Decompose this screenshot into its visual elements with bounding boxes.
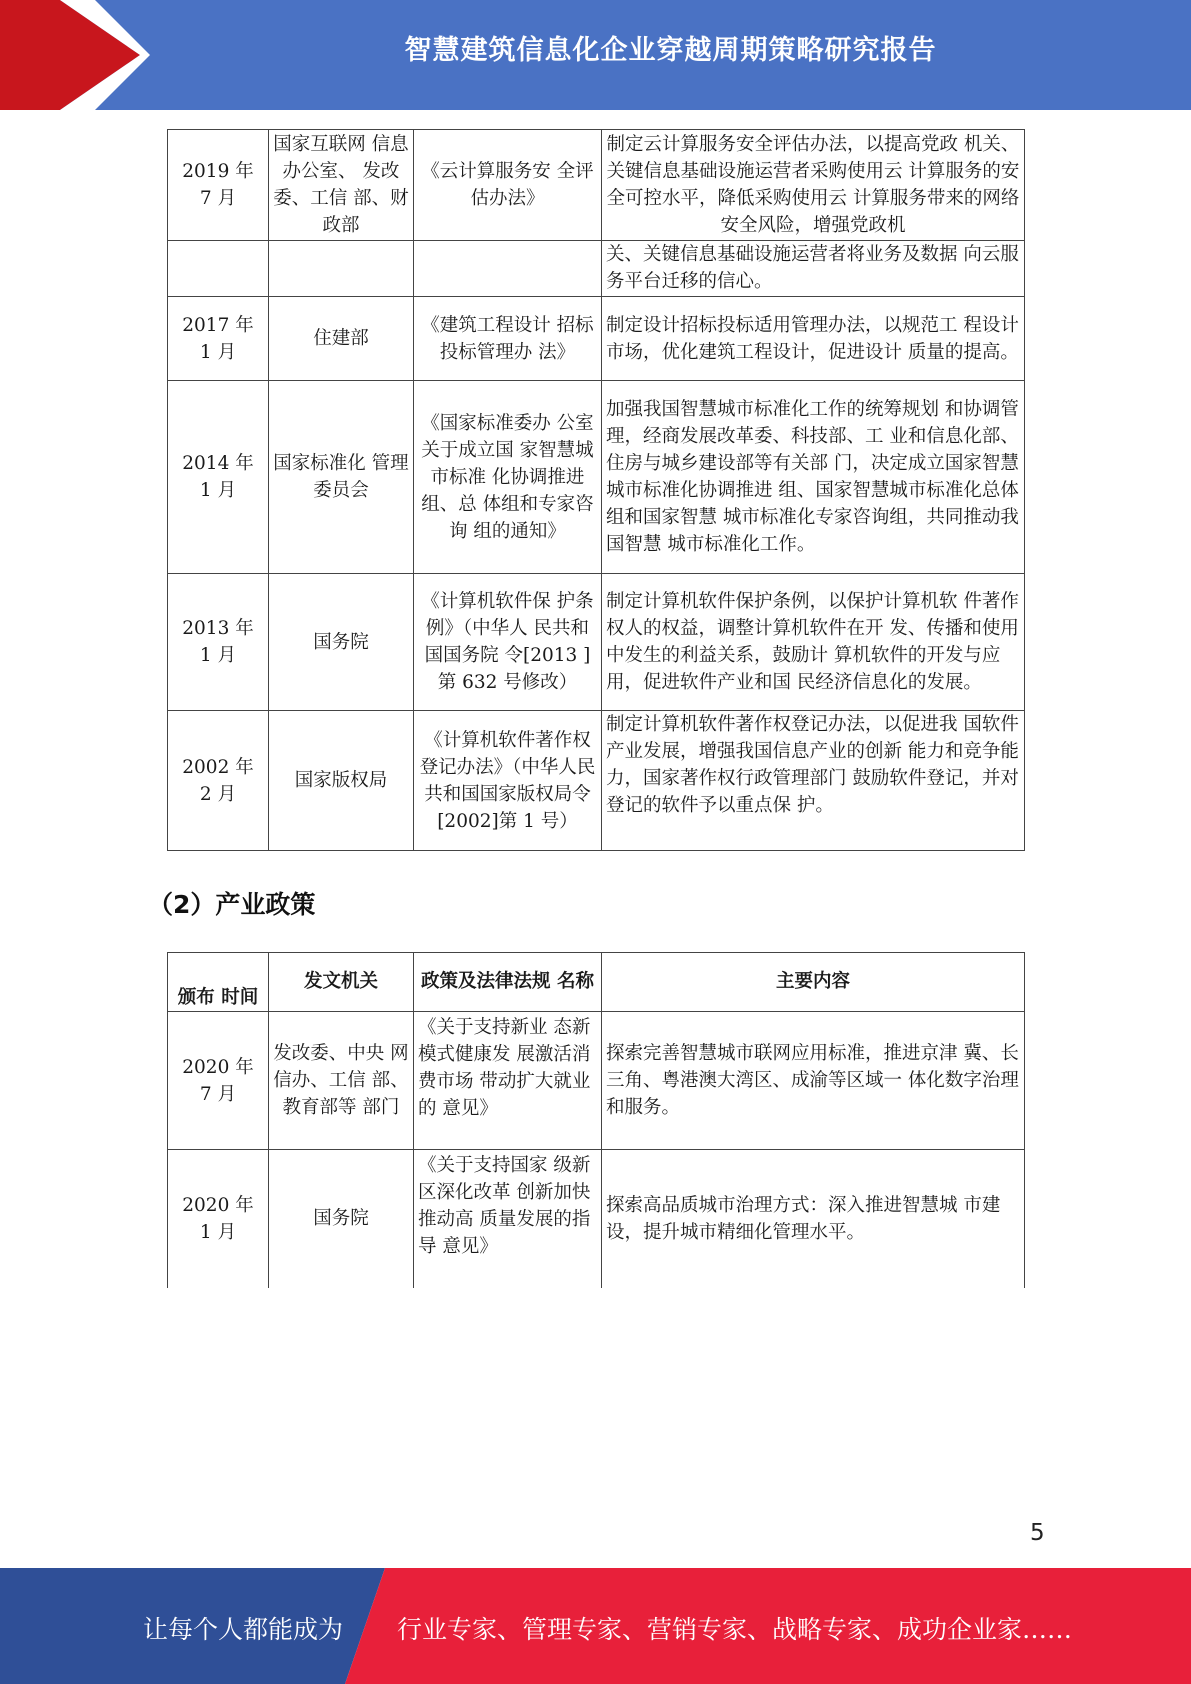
report-title: 智慧建筑信息化企业穿越周期策略研究报告	[404, 35, 937, 66]
cell-content: 制定计算机软件保护条例，以保护计算机软 件著作权人的权益，调整计算机软件在开 发、传播和使用中发生的利益关系，鼓励计 算机软件的开发与应用，促进软件产业和国 民经济信息化的发展。	[602, 574, 1025, 711]
cell-agency: 国家互联网 信息办公室、 发改委、工信 部、财政部	[269, 130, 414, 241]
header-content: 主要内容	[602, 953, 1025, 1012]
cell-date: 2019 年 7 月	[168, 130, 269, 241]
table-row	[168, 381, 1025, 574]
cell-agency: 国务院	[269, 574, 414, 711]
table-row	[168, 241, 1025, 297]
cell-date: 2020 年 7 月	[168, 1012, 269, 1150]
cell-policy	[414, 241, 602, 297]
table-row	[168, 130, 1025, 241]
cell-agency	[269, 241, 414, 297]
header-date: 颁布 时间	[168, 953, 269, 1012]
cell-content: 制定计算机软件著作权登记办法，以促进我 国软件产业发展，增强我国信息产业的创新 能力和竞争能力，国家著作权行政管理部门 鼓励软件登记，并对登记的软件予以重点保 护。	[602, 711, 1025, 851]
cell-policy: 《计算机软件著作权登记办法》（中华人民共和国国家版权局令[2002]第 1 号）	[414, 711, 602, 851]
cell-date: 2017 年 1 月	[168, 297, 269, 381]
cell-agency: 国家标准化 管理委员会	[269, 381, 414, 574]
cell-content: 制定设计招标投标适用管理办法，以规范工 程设计市场，优化建筑工程设计，促进设计 质量的提高。	[602, 297, 1025, 381]
cell-date: 2002 年 2 月	[168, 711, 269, 851]
page-number: 5	[1030, 1520, 1045, 1546]
policy-table-1	[167, 129, 1025, 851]
table-header-row	[168, 953, 1025, 1012]
cell-content: 探索高品质城市治理方式：深入推进智慧城 市建设，提升城市精细化管理水平。	[602, 1150, 1025, 1288]
cell-agency: 住建部	[269, 297, 414, 381]
cell-content: 制定云计算服务安全评估办法，以提高党政 机关、关键信息基础设施运营者采购使用云 计算服务的安全可控水平，降低采购使用云 计算服务带来的网络安全风险，增强党政机	[602, 130, 1025, 241]
cell-policy: 《云计算服务安 全评估办法》	[414, 130, 602, 241]
table-row	[168, 574, 1025, 711]
cell-policy: 《关于支持新业 态新模式健康发 展激活消费市场 带动扩大就业的 意见》	[414, 1012, 602, 1150]
table-row	[168, 297, 1025, 381]
cell-content: 关、关键信息基础设施运营者将业务及数据 向云服务平台迁移的信心。	[602, 241, 1025, 297]
cell-content: 探索完善智慧城市联网应用标准，推进京津 冀、长三角、粤港澳大湾区、成渝等区域一 体化数字治理和服务。	[602, 1012, 1025, 1150]
table-row	[168, 1012, 1025, 1150]
page-footer	[0, 1568, 1191, 1684]
cell-agency: 国务院	[269, 1150, 414, 1288]
cell-content: 加强我国智慧城市标准化工作的统筹规划 和协调管理，经商发展改革委、科技部、工 业和信息化部、住房与城乡建设部等有关部 门，决定成立国家智慧城市标准化协调推进 组、国家智慧城市标准化总体组和国家智慧 城市标准化专家咨询组，共同推动我国智慧 城市标准化工作。	[602, 381, 1025, 574]
table-row	[168, 711, 1025, 851]
cell-policy: 《计算机软件保 护条例》（中华人 民共和国国务院 令[2013 ]第 632 号修改）	[414, 574, 602, 711]
cell-date: 2013 年 1 月	[168, 574, 269, 711]
header-policy: 政策及法律法规 名称	[414, 953, 602, 1012]
section-heading: （2）产业政策	[148, 890, 316, 919]
cell-policy: 《关于支持国家 级新区深化改革 创新加快推动高 质量发展的指导 意见》	[414, 1150, 602, 1288]
cell-date: 2020 年 1 月	[168, 1150, 269, 1288]
cell-policy: 《建筑工程设计 招标投标管理办 法》	[414, 297, 602, 381]
policy-table-2	[167, 952, 1025, 1288]
cell-agency: 国家版权局	[269, 711, 414, 851]
footer-slogan-left: 让每个人都能成为	[143, 1615, 344, 1644]
cell-date	[168, 241, 269, 297]
cell-date: 2014 年 1 月	[168, 381, 269, 574]
header-agency: 发文机关	[269, 953, 414, 1012]
table-row	[168, 1150, 1025, 1288]
cell-policy: 《国家标准委办 公室关于成立国 家智慧城市标准 化协调推进组、总 体组和专家咨询 组的通知》	[414, 381, 602, 574]
cell-agency: 发改委、中央 网信办、工信 部、教育部等 部门	[269, 1012, 414, 1150]
footer-slogan-right: 行业专家、管理专家、营销专家、战略专家、成功企业家……	[397, 1615, 1073, 1644]
page-header	[0, 0, 1191, 110]
